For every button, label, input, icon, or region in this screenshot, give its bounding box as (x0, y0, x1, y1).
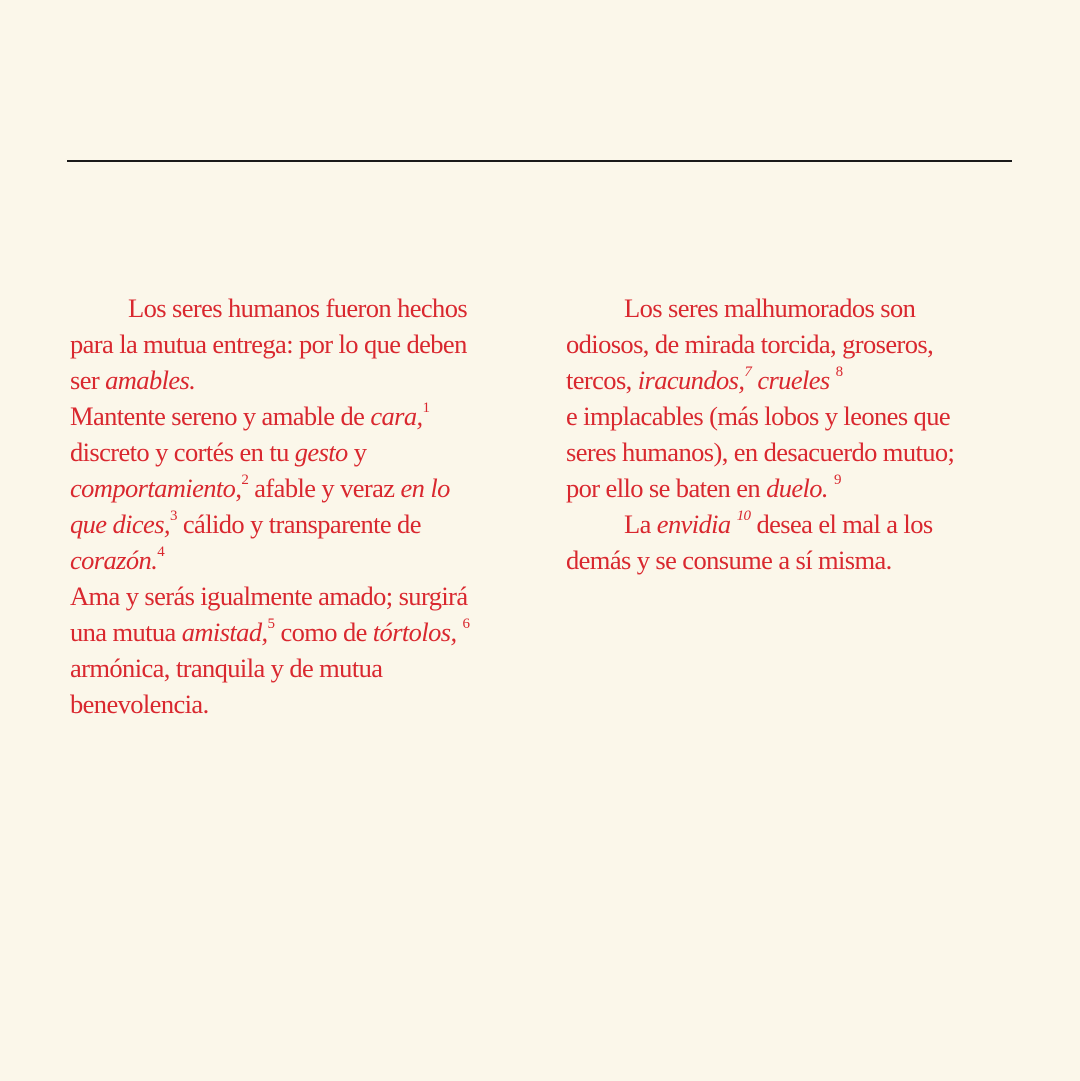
emphasis-gesto: gesto (294, 437, 348, 467)
text: Mantente sereno y amable de (70, 401, 371, 431)
text-line (70, 578, 530, 614)
text: cálido y transparente de (176, 509, 421, 539)
text: desea el mal a los (750, 509, 933, 539)
emphasis-iracundos: iracundos, (637, 365, 745, 395)
text-line (70, 326, 530, 362)
text-line (70, 290, 530, 326)
emphasis-en-lo: en lo (400, 473, 450, 503)
emphasis-amables: amables. (105, 365, 196, 395)
footnote-marker: 8 (835, 364, 843, 381)
text: ser (70, 365, 106, 395)
text-line (566, 506, 1026, 542)
text: tercos, (566, 365, 638, 395)
text: Los seres humanos fueron hechos (128, 293, 468, 323)
paragraph-humanos (70, 290, 530, 398)
footnote-marker: 2 (241, 472, 249, 489)
horizontal-rule (67, 160, 1012, 162)
text: para la mutua entrega: por lo que deben (70, 329, 467, 359)
right-column (566, 290, 1026, 578)
emphasis-crueles: crueles (757, 365, 830, 395)
emphasis-cara: cara, (370, 401, 423, 431)
text: por ello se baten en (566, 473, 767, 503)
footnote-marker: 6 (462, 616, 470, 633)
text: una mutua (70, 617, 182, 647)
emphasis-amistad: amistad, (181, 617, 268, 647)
text-line (566, 542, 1026, 578)
text-line (70, 614, 530, 650)
text: Ama y serás igualmente amado; surgirá (70, 581, 468, 611)
footnote-marker: 1 (422, 400, 430, 417)
text: armónica, tranquila y de mutua (70, 653, 383, 683)
text-line (70, 650, 530, 686)
text: Los seres malhumorados son (624, 293, 916, 323)
paragraph-sereno (70, 398, 530, 578)
paragraph-ama (70, 578, 530, 722)
text-line (70, 542, 530, 578)
text: discreto y cortés en tu (70, 437, 295, 467)
text: e implacables (más lobos y leones que (566, 401, 951, 431)
left-column (70, 290, 530, 722)
footnote-marker: 7 (744, 364, 752, 381)
text-line (566, 362, 1026, 398)
footnote-marker: 3 (169, 508, 177, 525)
text: benevolencia. (70, 689, 209, 719)
text-line (566, 290, 1026, 326)
emphasis-envidia: envidia (656, 509, 731, 539)
footnote-marker: 10 (736, 508, 751, 525)
text-line (70, 506, 530, 542)
emphasis-que-dices: que dices, (70, 509, 170, 539)
text-line (70, 434, 530, 470)
emphasis-comportamiento: comportamiento (70, 473, 236, 503)
emphasis-corazon: corazón. (70, 545, 158, 575)
emphasis-duelo: duelo. (766, 473, 828, 503)
footnote-marker: 5 (267, 616, 275, 633)
text-line (70, 398, 530, 434)
footnote-marker: 9 (834, 472, 841, 489)
text: seres humanos), en desacuerdo mutuo; (566, 437, 955, 467)
text: demás y se consume a sí misma. (566, 545, 892, 575)
text: como de (274, 617, 373, 647)
text-line (70, 362, 530, 398)
text-line (566, 398, 1026, 434)
text: afable y veraz (248, 473, 401, 503)
text-line (566, 434, 1026, 470)
text-line (70, 686, 530, 722)
text-line (70, 470, 530, 506)
paragraph-malhumorados (566, 290, 1026, 506)
text-line (566, 326, 1026, 362)
footnote-marker: 4 (157, 544, 165, 561)
text: y (347, 437, 367, 467)
text-line (566, 470, 1026, 506)
text: La (624, 509, 657, 539)
text: , (235, 473, 242, 503)
emphasis-tortolos: tórtolos, (372, 617, 457, 647)
paragraph-envidia (566, 506, 1026, 578)
text: odiosos, de mirada torcida, groseros, (566, 329, 934, 359)
